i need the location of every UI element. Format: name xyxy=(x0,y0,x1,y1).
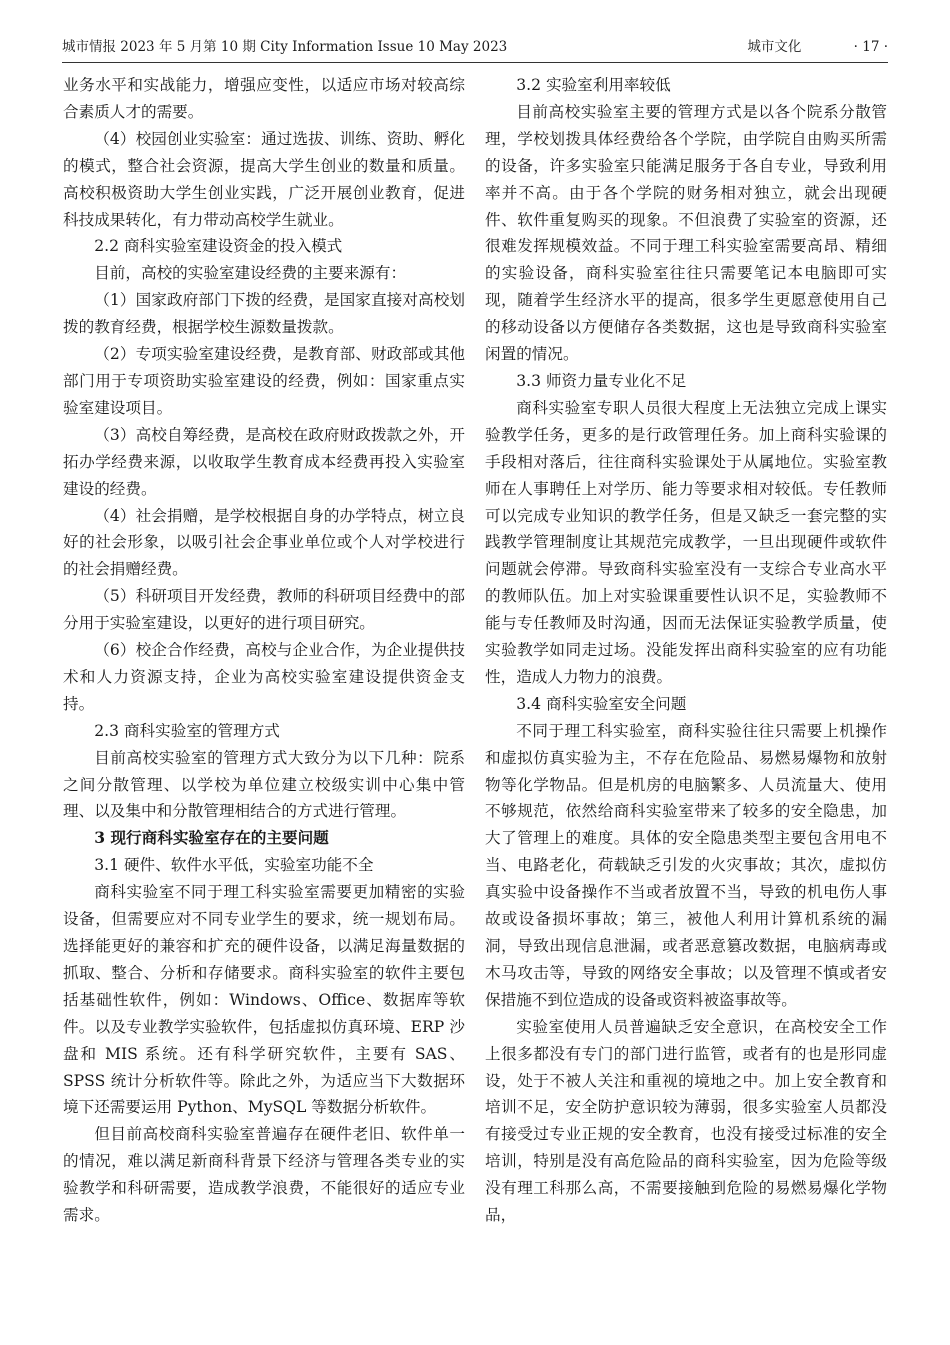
header-right xyxy=(747,36,888,58)
paragraph: 商科实验室不同于理工科实验室需要更加精密的实验设备，但需要应对不同专业学生的要求，统一规划布局。选择能更好的兼容和扩充的硬件设备，以满足海量数据的抓取、整合、分析和存储要求。商科实验室的软件主要包括基础性软件，例如：Windows、Office、数据库等软件。以及专业教学实验软件，包括虚拟仿真环境、ERP 沙盘和 MIS 系统。还有科学研究软件，主要有 SAS、SPSS 统计分析软件等。除此之外，为适应当下大数据环境下还需要运用 Python、MySQL 等数据分析软件。 xyxy=(63,883,465,1117)
paragraph: 目前高校实验室主要的管理方式是以各个院系分散管理，学校划拨具体经费给各个学院，由学院自由购买所需的设备，许多实验室只能满足服务于各自专业，导致利用率并不高。由于各个学院的财务相对独立，就会出现硬件、软件重复购买的现象。不但浪费了实验室的资源，还很难发挥规模效益。不同于理工科实验室需要高昂、精细的实验设备，商科实验室往往只需要笔记本电脑即可实现，随着学生经济水平的提高，很多学生更愿意使用自己的移动设备以方便储存各类数据，这也是导致商科实验室闲置的情况。 xyxy=(485,102,887,364)
section-name: 城市文化 xyxy=(747,39,802,55)
section-heading: 2.3 商科实验室的管理方式 xyxy=(94,721,280,740)
paragraph: （4）社会捐赠，是学校根据自身的办学特点，树立良好的社会形象，以吸引社会企事业单位或个人对学校进行的社会捐赠经费。 xyxy=(63,506,465,579)
journal-info: 城市情报 2023 年 5 月第 10 期 City Information Issue 10 May 2023 xyxy=(62,39,508,55)
page-number: · 17 · xyxy=(853,39,888,55)
right-column xyxy=(485,72,887,1229)
section-heading: 3.4 商科实验室安全问题 xyxy=(516,694,687,713)
paragraph: （4）校园创业实验室：通过选拔、训练、资助、孵化的模式，整合社会资源，提高大学生创业的数量和质量。高校积极资助大学生创业实践，广泛开展创业教育，促进科技成果转化，有力带动高校学生就业。 xyxy=(63,129,465,229)
paragraph: （1）国家政府部门下拨的经费，是国家直接对高校划拨的教育经费，根据学校生源数量拨款。 xyxy=(63,291,465,337)
paragraph: （2）专项实验室建设经费，是教育部、财政部或其他部门用于专项资助实验室建设的经费，例如：国家重点实验室建设项目。 xyxy=(63,345,465,417)
section-heading: 3.3 师资力量专业化不足 xyxy=(516,371,687,390)
paragraph: 业务水平和实战能力，增强应变性，以适应市场对较高综合素质人才的需要。 xyxy=(63,76,465,121)
paragraph: 商科实验室专职人员很大程度上无法独立完成上课实验教学任务，更多的是行政管理任务。加上商科实验课的手段相对落后，往往商科实验课处于从属地位。实验室教师在人事聘任上对学历、能力等要求相对较低。专任教师可以完成专业知识的教学任务，但是又缺乏一套完整的实践教学管理制度让其规范完成教学，一旦出现硬件或软件问题就会停滞。导致商科实验室没有一支综合专业高水平的教师队伍。加上对实验课重要性认识不足，实验教师不能与专任教师及时沟通，因而无法保证实验教学质量，使实验教学如同走过场。没能发挥出商科实验室的应有功能性，造成人力物力的浪费。 xyxy=(485,398,887,686)
paragraph: 但目前高校商科实验室普遍存在硬件老旧、软件单一的情况，难以满足新商科背景下经济与管理各类专业的实验教学和科研需要，造成教学浪费，不能很好的适应专业需求。 xyxy=(63,1125,465,1225)
chapter-heading: 3 现行商科实验室存在的主要问题 xyxy=(94,828,329,848)
left-column xyxy=(63,72,465,1229)
paragraph: 目前，高校的实验室建设经费的主要来源有： xyxy=(94,264,407,283)
paragraph: 不同于理工科实验室，商科实验往往只需要上机操作和虚拟仿真实验为主，不存在危险品、易燃易爆物和放射物等化学物品。但是机房的电脑繁多、人员流量大、使用不够规范，依然给商科实验室带来了较多的安全隐患，加大了管理上的难度。具体的安全隐患类型主要包含用电不当、电路老化，荷载缺乏引发的火灾事故；其次，虚拟仿真实验中设备操作不当或者放置不当，导致的机电伤人事故或设备损坏事故；第三，被他人利用计算机系统的漏洞，导致出现信息泄漏，或者恶意篡改数据，电脑病毒或木马攻击等，导致的网络安全事故；以及管理不慎或者安保措施不到位造成的设备或资料被盗事故等。 xyxy=(485,721,887,1009)
paragraph: （5）科研项目开发经费，教师的科研项目经费中的部分用于实验室建设，以更好的进行项目研究。 xyxy=(63,587,465,633)
section-heading: 3.1 硬件、软件水平低，实验室功能不全 xyxy=(94,856,374,875)
section-heading: 2.2 商科实验室建设资金的投入模式 xyxy=(94,237,343,256)
paragraph: 目前高校实验室的管理方式大致分为以下几种：院系之间分散管理、以学校为单位建立校级实训中心集中管理、以及集中和分散管理相结合的方式进行管理。 xyxy=(63,748,465,821)
section-heading: 3.2 实验室利用率较低 xyxy=(516,76,671,94)
page-header xyxy=(62,36,888,63)
paragraph: 实验室使用人员普遍缺乏安全意识，在高校安全工作上很多都没有专门的部门进行监管，或者有的也是形同虚设，处于不被人关注和重视的境地之中。加上安全教育和培训不足，安全防护意识较为薄弱，很多实验室人员都没有接受过专业正规的安全教育，也没有接受过标准的安全培训，特别是没有高危险品的商科实验室，因为危险等级没有理工科那么高，不需要接触到危险的易燃易爆化学物品， xyxy=(485,1017,887,1225)
paragraph: （6）校企合作经费，高校与企业合作，为企业提供技术和人力资源支持，企业为高校实验室建设提供资金支持。 xyxy=(63,641,465,713)
paragraph: （3）高校自筹经费，是高校在政府财政拨款之外，开拓办学经费来源，以收取学生教育成本经费再投入实验室建设的经费。 xyxy=(63,425,465,498)
